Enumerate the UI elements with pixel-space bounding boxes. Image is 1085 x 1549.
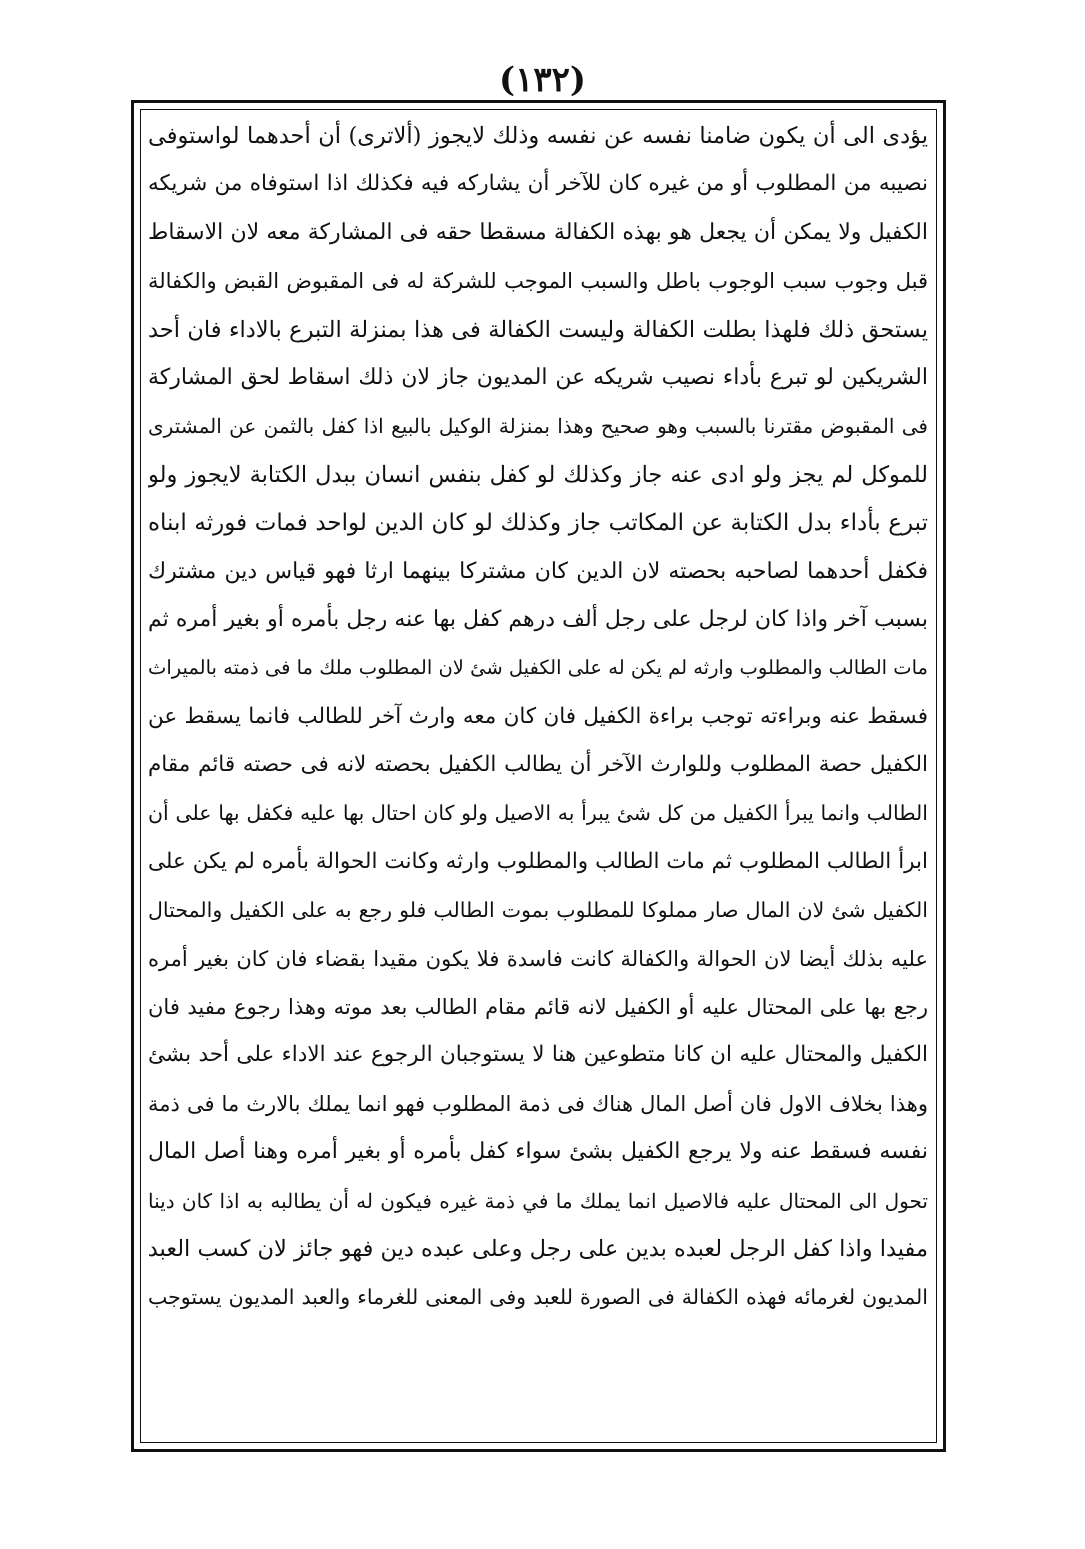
text-line: يستحق ذلك فلهذا بطلت الكفالة وليست الكفالة فى هذا بمنزلة التبرع بالاداء فان أحد	[148, 316, 928, 343]
text-line: رجع بها على المحتال عليه أو الكفيل لانه قائم مقام الطالب بعد موته وهذا رجوع مفيد فان	[148, 995, 928, 1020]
text-line: الكفيل شئ لان المال صار مملوكا للمطلوب بموت الطالب فلو رجع به على الكفيل والمحتال	[148, 898, 928, 923]
text-line: للموكل لم يجز ولو ادى عنه جاز وكذلك لو كفل بنفس انسان ببدل الكتابة لايجوز ولو	[148, 461, 928, 488]
text-line: تبرع بأداء بدل الكتابة عن المكاتب جاز وكذلك لو كان الدين لواحد فمات فورثه ابناه	[148, 510, 928, 537]
text-line: الكفيل حصة المطلوب وللوارث الآخر أن يطالب الكفيل بحصته لانه فى حصته قائم مقام	[148, 752, 928, 778]
text-line: عليه بذلك أيضا لان الحوالة والكفالة كانت فاسدة فلا يكون مقيدا بقضاء فان كان بغير أمره	[148, 946, 928, 971]
text-line: نصيبه من المطلوب أو من غيره كان للآخر أن يشاركه فيه فكذلك اذا استوفاه من شريكه	[148, 171, 928, 197]
text-line: الكفيل والمحتال عليه ان كانا متطوعين هنا لا يستوجبان الرجوع عند الاداء على أحد بشئ	[148, 1042, 928, 1068]
text-line: فى المقبوض مقترنا بالسبب وهو صحيح وهذا بمنزلة الوكيل بالبيع اذا كفل بالثمن عن المشترى	[148, 414, 928, 439]
text-line: الشريكين لو تبرع بأداء نصيب شريكه عن المديون جاز لان ذلك اسقاط لحق المشاركة	[148, 364, 928, 390]
text-line: تحول الى المحتال عليه فالاصيل انما يملك ما في ذمة غيره فيكون له أن يطالبه به اذا كان دينا	[148, 1188, 928, 1213]
text-line: قبل وجوب سبب الوجوب باطل والسبب الموجب للشركة له فى المقبوض القبض والكفالة	[148, 269, 928, 294]
main-text-body	[148, 112, 928, 1442]
text-line: نفسه فسقط عنه ولا يرجع الكفيل بشئ سواء كفل بأمره أو بغير أمره وهنا أصل المال	[148, 1139, 928, 1165]
text-line: المديون لغرمائه فهذه الكفالة فى الصورة للعبد وفى المعنى للغرماء والعبد المديون يستوجب	[148, 1285, 928, 1310]
text-line: ابرأ الطالب المطلوب ثم مات الطالب والمطلوب وارثه وكانت الحوالة بأمره لم يكن على	[148, 848, 928, 874]
text-line: فسقط عنه وبراءته توجب براءة الكفيل فان كان معه وارث آخر للطالب فانما يسقط عن	[148, 703, 928, 729]
text-line: مات الطالب والمطلوب وارثه لم يكن له على الكفيل شئ لان المطلوب ملك ما فى ذمته بالميراث	[148, 656, 928, 680]
text-line: بسبب آخر واذا كان لرجل على رجل ألف درهم كفل بها عنه رجل بأمره أو بغير أمره ثم	[148, 606, 928, 632]
text-line: فكفل أحدهما لصاحبه بحصته لان الدين كان مشتركا بينهما ارثا فهو قياس دين مشترك	[148, 558, 928, 584]
text-line: الكفيل ولا يمكن أن يجعل هو بهذه الكفالة مسقطا حقه فى المشاركة معه لان الاسقاط	[148, 219, 928, 245]
text-line: مفيدا واذا كفل الرجل لعبده بدين على رجل وعلى عبده دين فهو جائز لان كسب العبد	[148, 1235, 928, 1262]
text-line: وهذا بخلاف الاول فان أصل المال هناك فى ذمة المطلوب فهو انما يملك بالارث ما فى ذمة	[148, 1091, 928, 1116]
text-line: يؤدى الى أن يكون ضامنا نفسه عن نفسه وذلك لايجوز (ألاترى) أن أحدهما لواستوفى	[148, 123, 928, 149]
text-line: الطالب وانما يبرأ الكفيل من كل شئ يبرأ به الاصيل ولو كان احتال بها عليه فكفل بها على أن	[148, 801, 928, 826]
page-number: (١٣٢)	[499, 60, 586, 100]
